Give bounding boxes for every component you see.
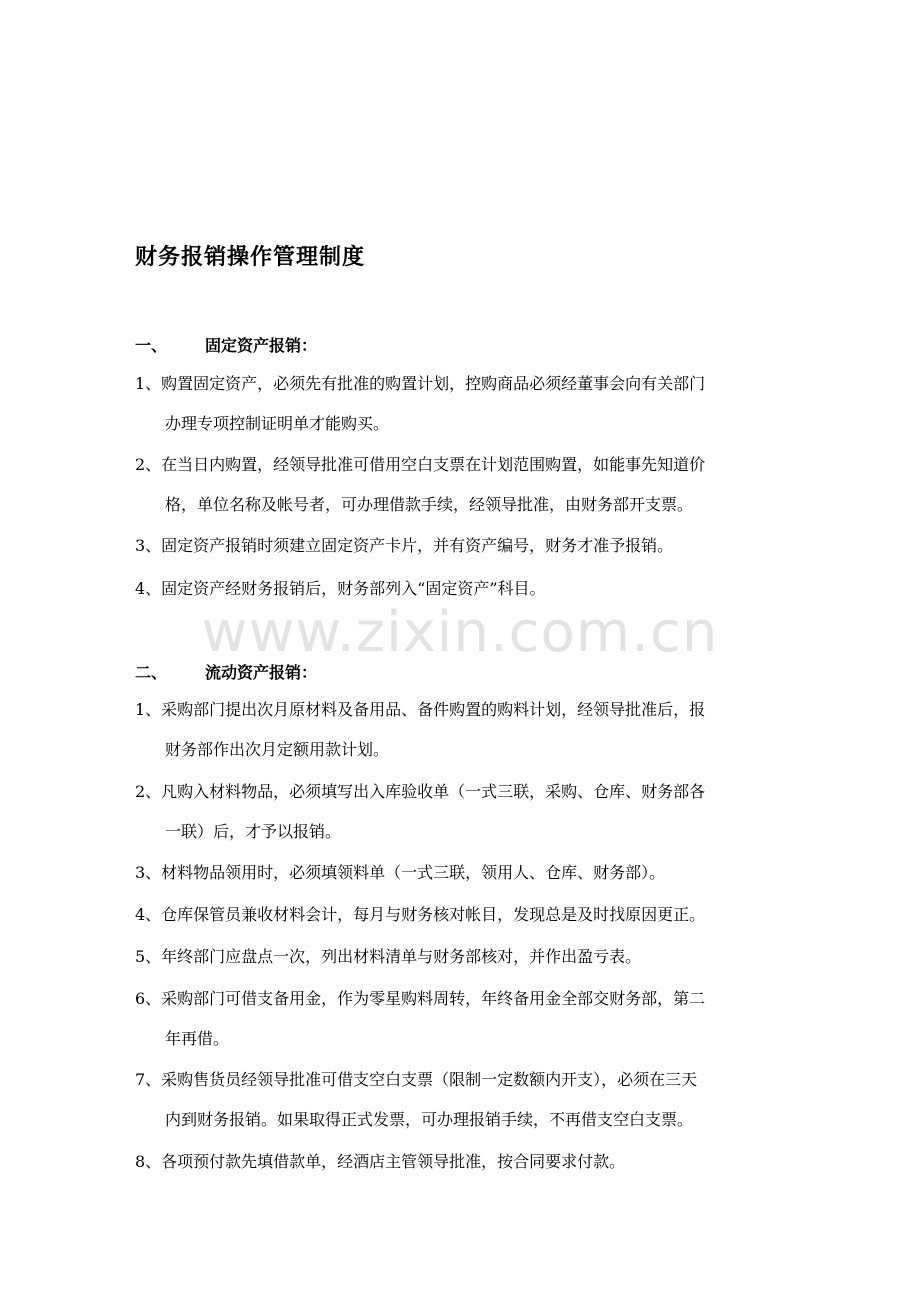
list-item [135, 895, 795, 935]
item-line-continued: 财务部作出次月定额用款计划。 [165, 740, 390, 759]
section-title: 流动资产报销： [205, 663, 318, 682]
list-item [135, 937, 795, 977]
item-line: 2、在当日内购置，经领导批准可借用空白支票在计划范围购置，如能事先知道价 [135, 455, 706, 474]
list-item [135, 526, 795, 566]
list-item [135, 853, 795, 893]
item-line-continued: 一联）后，才予以报销。 [165, 822, 342, 841]
item-line-continued: 办理专项控制证明单才能购买。 [165, 414, 390, 433]
item-line-continued: 内到财务报销。如果取得正式发票，可办理报销手续，不再借支空白支票。 [165, 1110, 694, 1129]
list-item [135, 364, 795, 444]
watermark: www.zixin.com.cn [201, 600, 719, 665]
item-line: 8、各项预付款先填借款单，经酒店主管领导批准，按合同要求付款。 [135, 1152, 626, 1171]
item-line: 2、凡购入材料物品，必须填写出入库验收单（一式三联，采购、仓库、财务部各 [135, 782, 706, 801]
list-item [135, 445, 795, 525]
item-line: 4、固定资产经财务报销后，财务部列入“固定资产”科目。 [135, 579, 546, 598]
section-number: 一、 [135, 336, 168, 355]
document-title: 财务报销操作管理制度 [135, 245, 366, 270]
item-line: 3、固定资产报销时须建立固定资产卡片，并有资产编号，财务才准予报销。 [135, 536, 674, 555]
list-item [135, 1142, 795, 1182]
list-item [135, 772, 795, 852]
item-line: 4、仓库保管员兼收材料会计，每月与财务核对帐目，发现总是及时找原因更正。 [135, 905, 706, 924]
item-line: 1、采购部门提出次月原材料及备用品、备件购置的购料计划，经领导批准后，报 [135, 700, 706, 719]
item-line-continued: 年再借。 [165, 1029, 230, 1048]
section-title: 固定资产报销： [205, 336, 318, 355]
section-heading-fixed-assets [135, 333, 317, 356]
item-line: 7、采购售货员经领导批准可借支空白支票（限制一定数额内开支），必须在三天 [135, 1070, 698, 1089]
item-line-continued: 格，单位名称及帐号者，可办理借款手续，经领导批准，由财务部开支票。 [165, 495, 694, 514]
item-line: 5、年终部门应盘点一次，列出材料清单与财务部核对，并作出盈亏表。 [135, 947, 642, 966]
item-line: 6、采购部门可借支备用金，作为零星购料周转，年终备用金全部交财务部，第二 [135, 989, 706, 1008]
section-heading-current-assets [135, 660, 317, 683]
list-item [135, 569, 795, 609]
list-item [135, 690, 795, 770]
item-line: 3、材料物品领用时，必须填领料单（一式三联，领用人、仓库、财务部）。 [135, 863, 666, 882]
list-item [135, 979, 795, 1059]
list-item [135, 1060, 795, 1140]
item-line: 1、购置固定资产，必须先有批准的购置计划，控购商品必须经董事会向有关部门 [135, 374, 706, 393]
section-number: 二、 [135, 663, 168, 682]
